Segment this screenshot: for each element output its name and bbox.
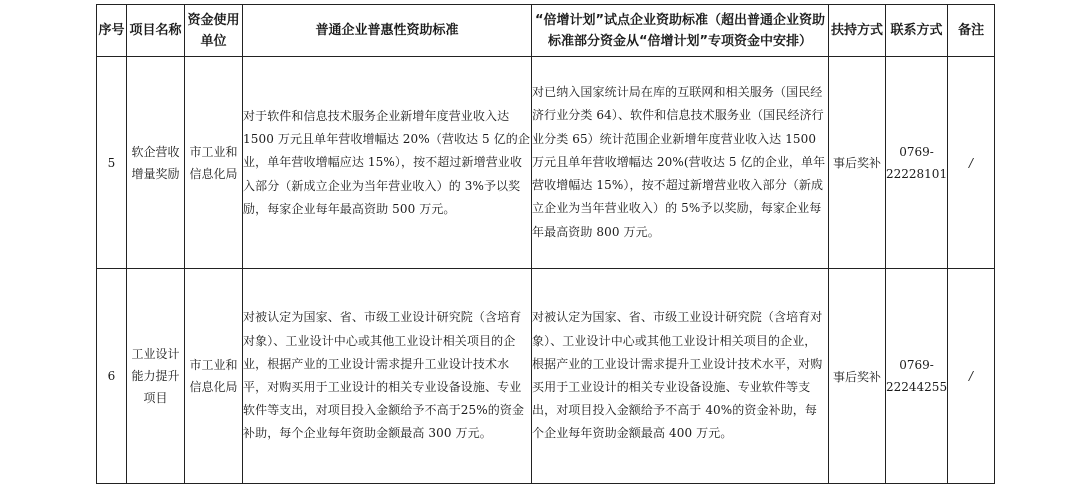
header-pilot-standard: “倍增计划”试点企业资助标准（超出普通企业资助标准部分资金从“倍增计划”专项资金中安排） xyxy=(532,5,829,57)
row-seq: 6 xyxy=(97,269,127,484)
row-seq: 5 xyxy=(97,57,127,269)
row-note: / xyxy=(948,269,995,484)
row-general-standard: 对于软件和信息技术服务企业新增年度营业收入达 1500 万元且单年营收增幅达 20%（营收达 5 亿的企业，单年营收增幅应达 15%），按不超过新增营业收入部分（新成立企业为当年营业收入）的 3%予以奖励，每家企业每年最高资助 500 万元。 xyxy=(243,57,532,269)
row-project-name: 工业设计能力提升项目 xyxy=(127,269,185,484)
subsidy-table xyxy=(96,4,995,484)
header-note: 备注 xyxy=(948,5,995,57)
row-method: 事后奖补 xyxy=(829,269,886,484)
row-project-name: 软企营收增量奖励 xyxy=(127,57,185,269)
row-contact: 0769-22228101 xyxy=(886,57,948,269)
row-method: 事后奖补 xyxy=(829,57,886,269)
header-method: 扶持方式 xyxy=(829,5,886,57)
row-general-standard: 对被认定为国家、省、市级工业设计研究院（含培育对象）、工业设计中心或其他工业设计相关项目的企业，根据产业的工业设计需求提升工业设计技术水平，对购买用于工业设计的相关专业设备设施、专业软件等支出，对项目投入金额给予不高于25%的资金补助，每个企业每年资助金额最高 300 万元。 xyxy=(243,269,532,484)
row-unit: 市工业和信息化局 xyxy=(185,269,243,484)
table-row xyxy=(97,269,995,484)
table-row xyxy=(97,57,995,269)
row-pilot-standard: 对被认定为国家、省、市级工业设计研究院（含培育对象）、工业设计中心或其他工业设计相关项目的企业，根据产业的工业设计需求提升工业设计技术水平，对购买用于工业设计的相关专业设备设施、专业软件等支出，对项目投入金额给予不高于 40%的资金补助，每个企业每年资助金额最高 400 万元。 xyxy=(532,269,829,484)
row-contact: 0769-22244255 xyxy=(886,269,948,484)
row-pilot-standard: 对已纳入国家统计局在库的互联网和相关服务（国民经济行业分类 64）、软件和信息技术服务业（国民经济行业分类 65）统计范围企业新增年度营业收入达 1500 万元且单年营收增幅达 20%(营收达 5 亿的企业，单年营收增幅达 15%），按不超过新增营业收入部分（新成立企业为当年营业收入）的 5%予以奖励，每家企业每年最高资助 800 万元。 xyxy=(532,57,829,269)
row-unit: 市工业和信息化局 xyxy=(185,57,243,269)
header-seq: 序号 xyxy=(97,5,127,57)
header-contact: 联系方式 xyxy=(886,5,948,57)
header-name: 项目名称 xyxy=(127,5,185,57)
header-general-standard: 普通企业普惠性资助标准 xyxy=(243,5,532,57)
row-note: / xyxy=(948,57,995,269)
header-row xyxy=(97,5,995,57)
header-unit: 资金使用单位 xyxy=(185,5,243,57)
